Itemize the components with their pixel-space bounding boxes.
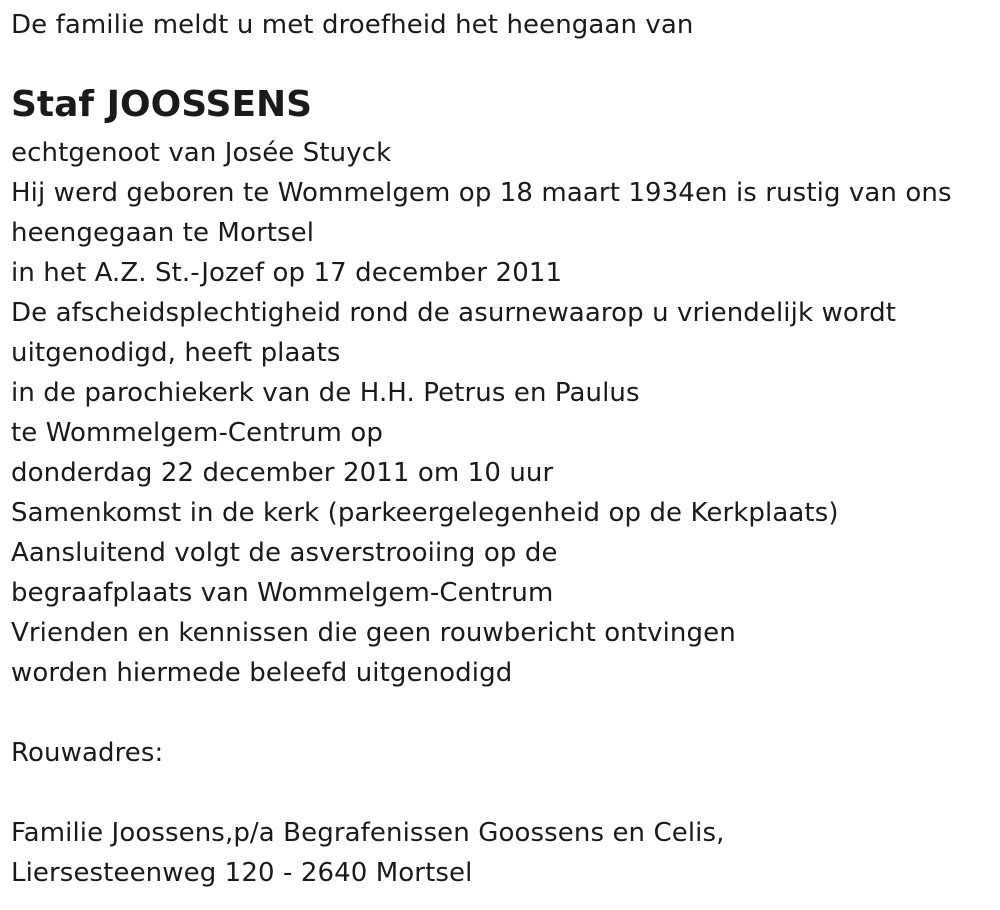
notice-line: Aansluitend volgt de asverstrooiing op de [11,538,558,568]
address-line: Liersesteenweg 120 - 2640 Mortsel [11,858,473,888]
notice-line: worden hiermede beleefd uitgenodigd [11,658,513,688]
notice-line: in het A.Z. St.-Jozef op 17 december 2011 [11,258,563,288]
notice-line: uitgenodigd, heeft plaats [11,338,341,368]
notice-line: in de parochiekerk van de H.H. Petrus en Paulus [11,378,640,408]
address-line: Familie Joossens,p/a Begrafenissen Goossens en Celis, [11,818,725,848]
address-block [11,813,725,893]
notice-line: Vrienden en kennissen die geen rouwbericht ontvingen [11,618,736,648]
notice-body [11,133,952,693]
notice-line: te Wommelgem-Centrum op [11,418,383,448]
notice-line: echtgenoot van Josée Stuyck [11,138,392,168]
notice-line: heengegaan te Mortsel [11,218,315,248]
deceased-name: Staf JOOSSENS [11,84,313,125]
address-label: Rouwadres: [11,738,164,768]
notice-line: De afscheidsplechtigheid rond de asurnewaarop u vriendelijk wordt [11,298,897,328]
notice-line: donderdag 22 december 2011 om 10 uur [11,458,554,488]
notice-line: Hij werd geboren te Wommelgem op 18 maart 1934en is rustig van ons [11,178,952,208]
notice-line: begraafplaats van Wommelgem-Centrum [11,578,554,608]
intro-text: De familie meldt u met droefheid het heengaan van [11,10,694,40]
notice-line: Samenkomst in de kerk (parkeergelegenheid op de Kerkplaats) [11,498,839,528]
